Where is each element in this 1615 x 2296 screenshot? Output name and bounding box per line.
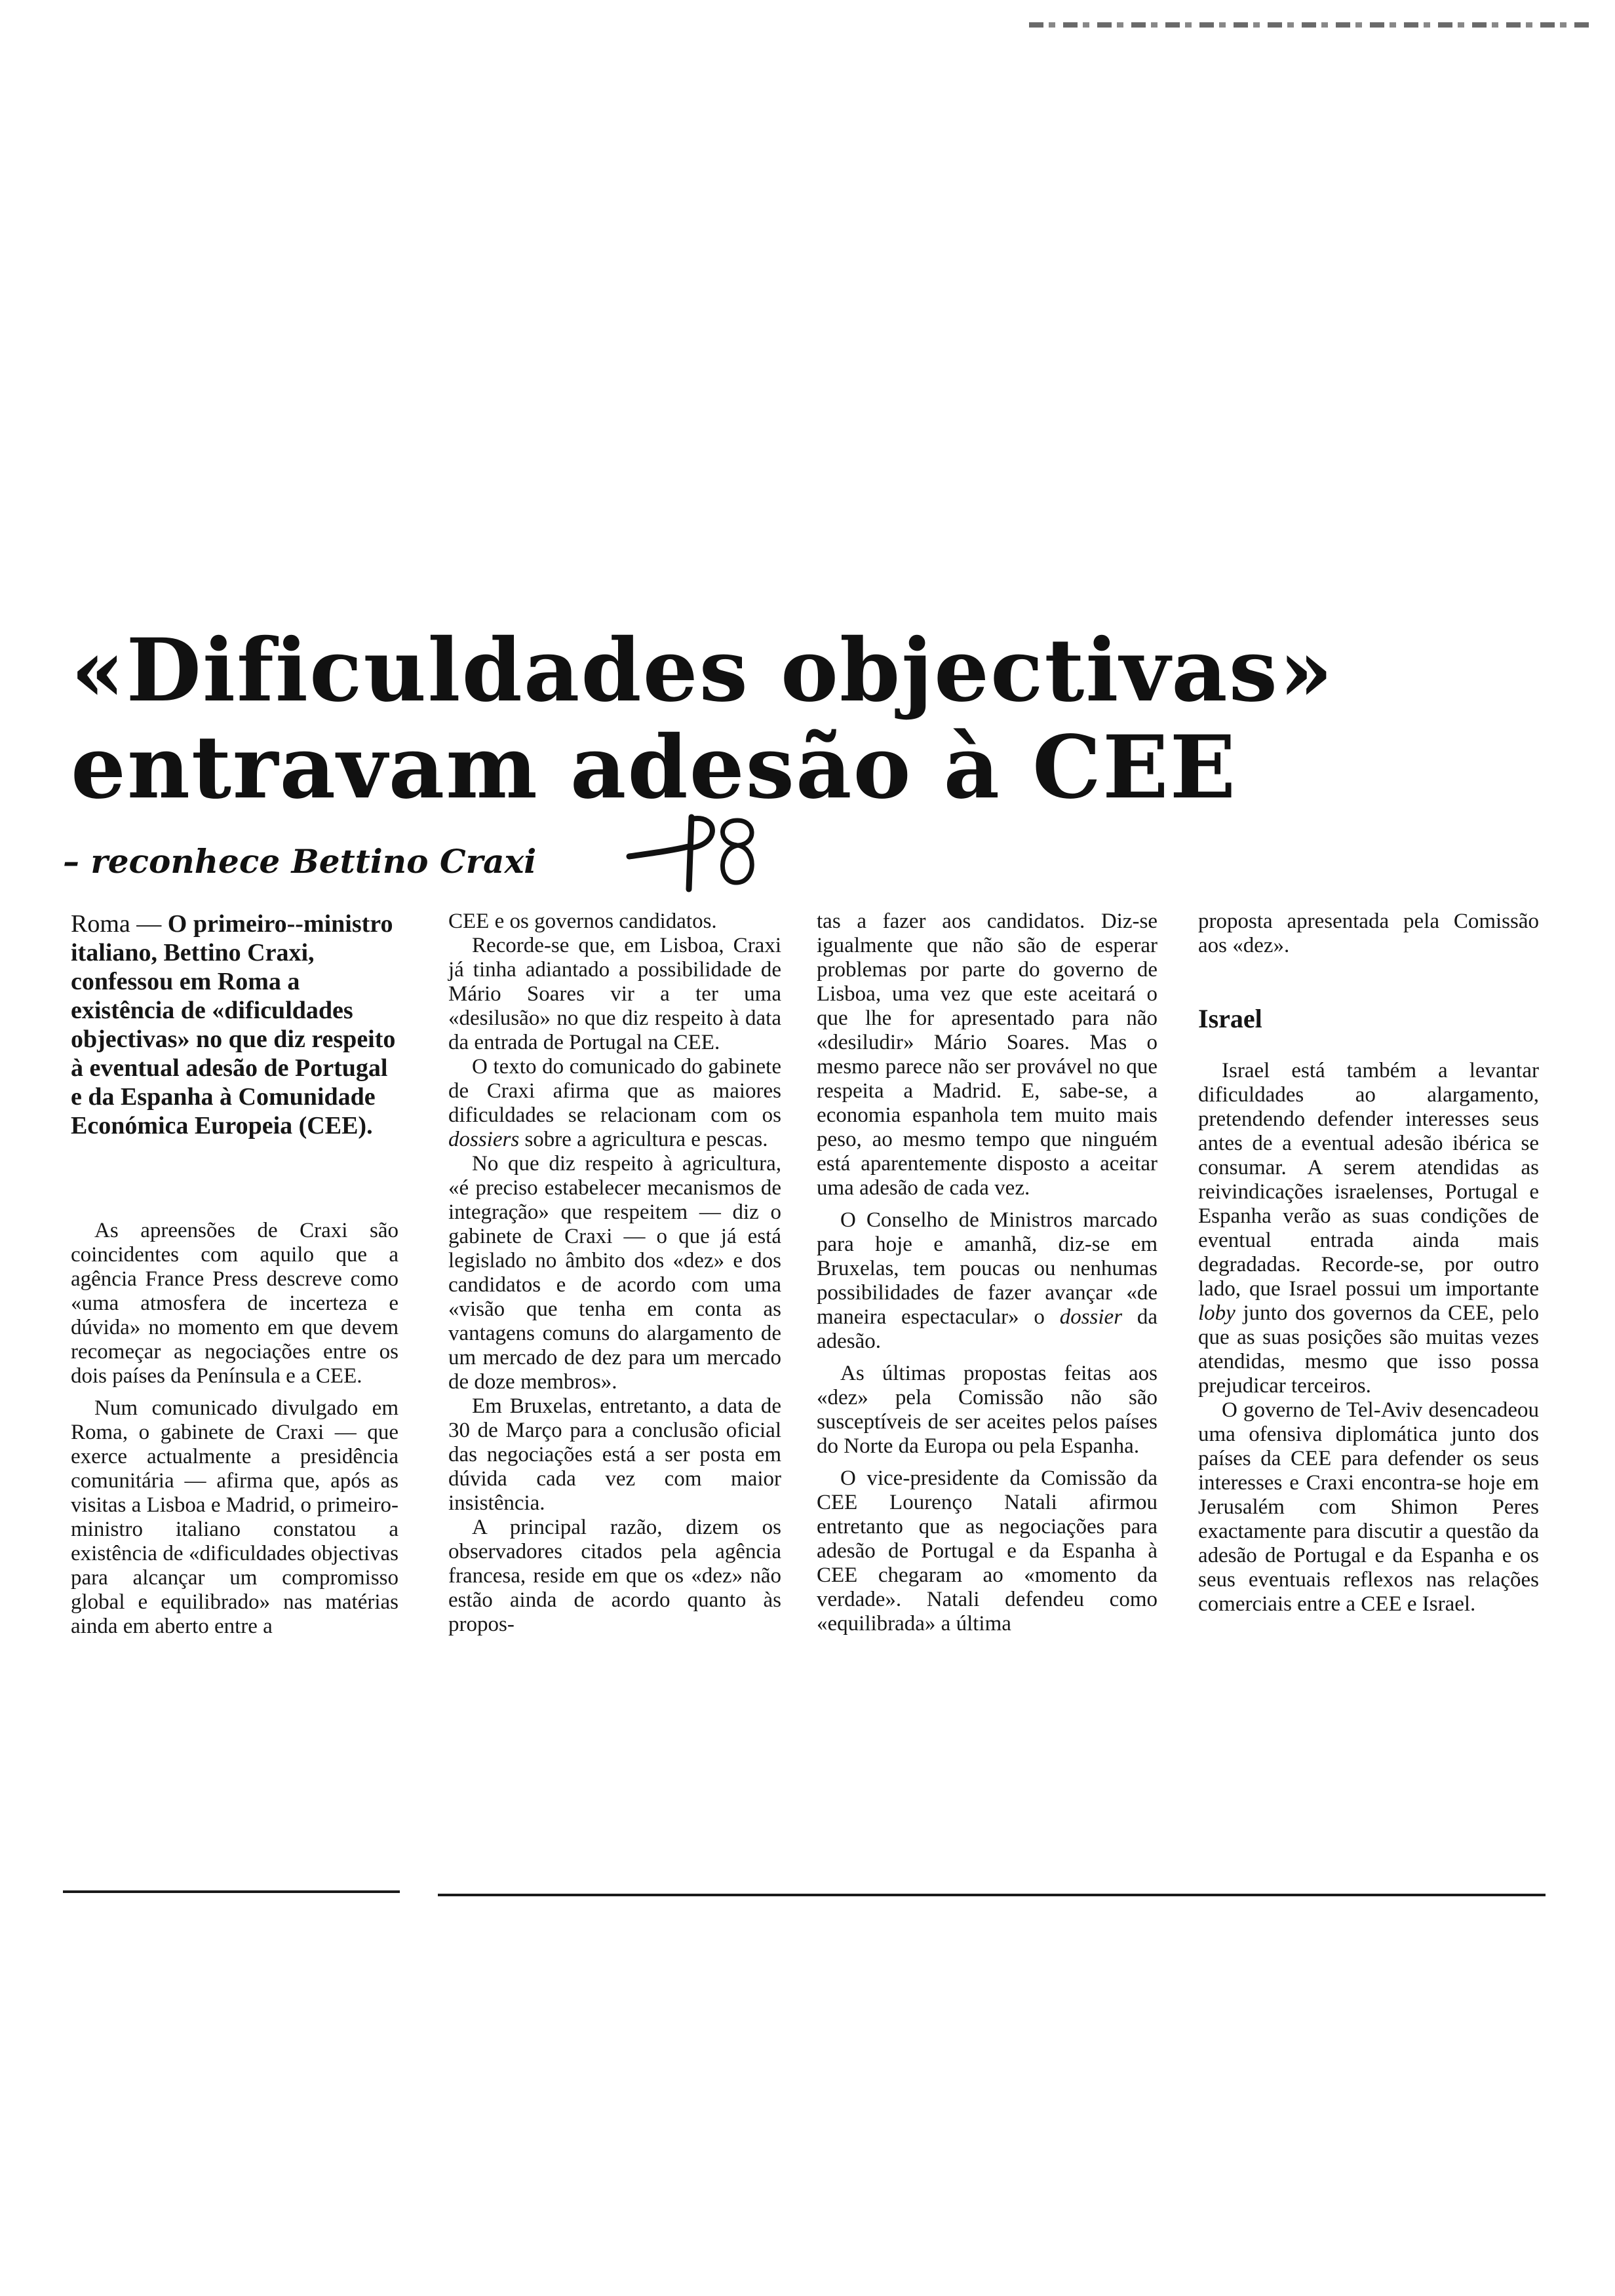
- column-3: [817, 909, 1158, 1636]
- paragraph: O vice-presidente da Comissão da CEE Lourenço Natali afirmou entretanto que as negociações para adesão de Portugal e da Espanha à CEE chegaram ao «momento da verdade». Natali defendeu como «equilibrada» a última: [817, 1466, 1158, 1636]
- italic-term: dossiers: [448, 1128, 520, 1151]
- italic-term: dossier: [1059, 1305, 1123, 1329]
- column-2: [448, 909, 781, 1637]
- paragraph: CEE e os governos candidatos.: [448, 909, 717, 933]
- paragraph: O texto do comunicado do gabinete de Craxi afirma que as maiores dificuldades se relacionam com os dossiers sobre a agricultura e pescas.: [448, 1055, 781, 1151]
- bottom-rule-left: [63, 1890, 400, 1893]
- paragraph: proposta apresentada pela Comissão aos «dez».: [1198, 909, 1539, 957]
- subheading-israel: Israel: [1198, 1004, 1262, 1033]
- headline-line-1: «Dificuldades objectivas»: [71, 620, 1334, 721]
- column-4: [1198, 909, 1539, 1617]
- paragraph: Recorde-se que, em Lisboa, Craxi já tinha adiantado a possibilidade de Mário Soares vir a ter uma «desilusão» no que diz respeito à data da entrada de Portugal na CEE.: [448, 934, 781, 1054]
- paragraph: tas a fazer aos candidatos. Diz-se igualmente que não são de esperar problemas por parte do governo de Lisboa, uma vez que este aceitará o que lhe for apresentado para não «desiludir» Mário Soares. Mas o mesmo parece não ser provável no que respeita a Madrid. E, sabe-se, a economia espanhola tem muito mais peso, ao mesmo tempo que ninguém está aparentemente disposto a aceitar uma adesão de cada vez.: [817, 909, 1158, 1200]
- paragraph: O governo de Tel-Aviv desencadeou uma ofensiva diplomática junto dos países da CEE para defender os seus interesses e Craxi encontra-se hoje em Jerusalém com Shimon Peres exactamente para discutir a questão da adesão de Portugal e da Espanha e os seus eventuais reflexos nas relações comerciais entre a CEE e Israel.: [1198, 1398, 1539, 1616]
- paragraph: O Conselho de Ministros marcado para hoje e amanhã, diz-se em Bruxelas, tem poucas ou nenhumas possibilidades de fazer avançar «de maneira espectacular» o dossier da adesão.: [817, 1208, 1158, 1353]
- paragraph: As últimas propostas feitas aos «dez» pela Comissão não são susceptíveis de ser aceites pelos países do Norte da Europa ou pela Espanha.: [817, 1362, 1158, 1458]
- headline-line-2: entravam adesão à CEE: [71, 717, 1237, 818]
- column-1: [71, 909, 399, 1639]
- bottom-rule-right: [438, 1894, 1546, 1896]
- handwritten-note: [626, 807, 764, 892]
- lead-paragraph: [71, 909, 399, 1140]
- lead-text: O primeiro--ministro italiano, Bettino Craxi, confessou em Roma a existência de «dificuldades objectivas» no que diz respeito à eventual adesão de Portugal e da Espanha à Comunidade Económica Europeia (CEE).: [71, 910, 396, 1139]
- paragraph: Num comunicado divulgado em Roma, o gabinete de Craxi — que exerce actualmente a presidência comunitária — afirma que, após as visitas a Lisboa e Madrid, o primeiro-ministro italiano constatou a existência de «dificuldades objectivas para alcançar um compromisso global e equilibrado» nas matérias ainda em aberto entre a: [71, 1396, 399, 1638]
- kicker: – reconhece Bettino Craxi: [63, 842, 537, 881]
- paragraph: No que diz respeito à agricultura, «é preciso estabelecer mecanismos de integração» que respeitem — diz o gabinete de Craxi — o que já está legislado no âmbito dos «dez» e dos candidatos e de acordo com uma «visão que tenha em conta as vantagens comuns do alargamento de um mercado de dez para um mercado de doze membros».: [448, 1152, 781, 1394]
- italic-term: loby: [1198, 1301, 1236, 1325]
- paragraph: A principal razão, dizem os observadores citados pela agência francesa, reside em que os «dez» não estão ainda de acordo quanto às propos-: [448, 1516, 781, 1636]
- paragraph: Israel está também a levantar dificuldades ao alargamento, pretendendo defender interesses seus antes de a eventual adesão ibérica se consumar. A serem atendidas as reivindicações israelenses, Portugal e Espanha verão as suas condições de eventual entrada ainda mais degradadas. Recorde-se, por outro lado, que Israel possui um importante loby junto dos governos da CEE, pelo que as suas posições são muitas vezes atendidas, mesmo que isso possa prejudicar terceiros.: [1198, 1059, 1539, 1398]
- paragraph: Em Bruxelas, entretanto, a data de 30 de Março para a conclusão oficial das negociações está a ser posta em dúvida cada vez com maior insistência.: [448, 1394, 781, 1515]
- paragraph: As apreensões de Craxi são coincidentes com aquilo que a agência France Press descreve como «uma atmosfera de incerteza e dúvida» no momento em que devem recomeçar as negociações entre os dois países da Península e a CEE.: [71, 1219, 399, 1388]
- scan-artifact: [1029, 22, 1593, 28]
- headline: [71, 622, 1382, 816]
- lead-place: Roma —: [71, 910, 168, 938]
